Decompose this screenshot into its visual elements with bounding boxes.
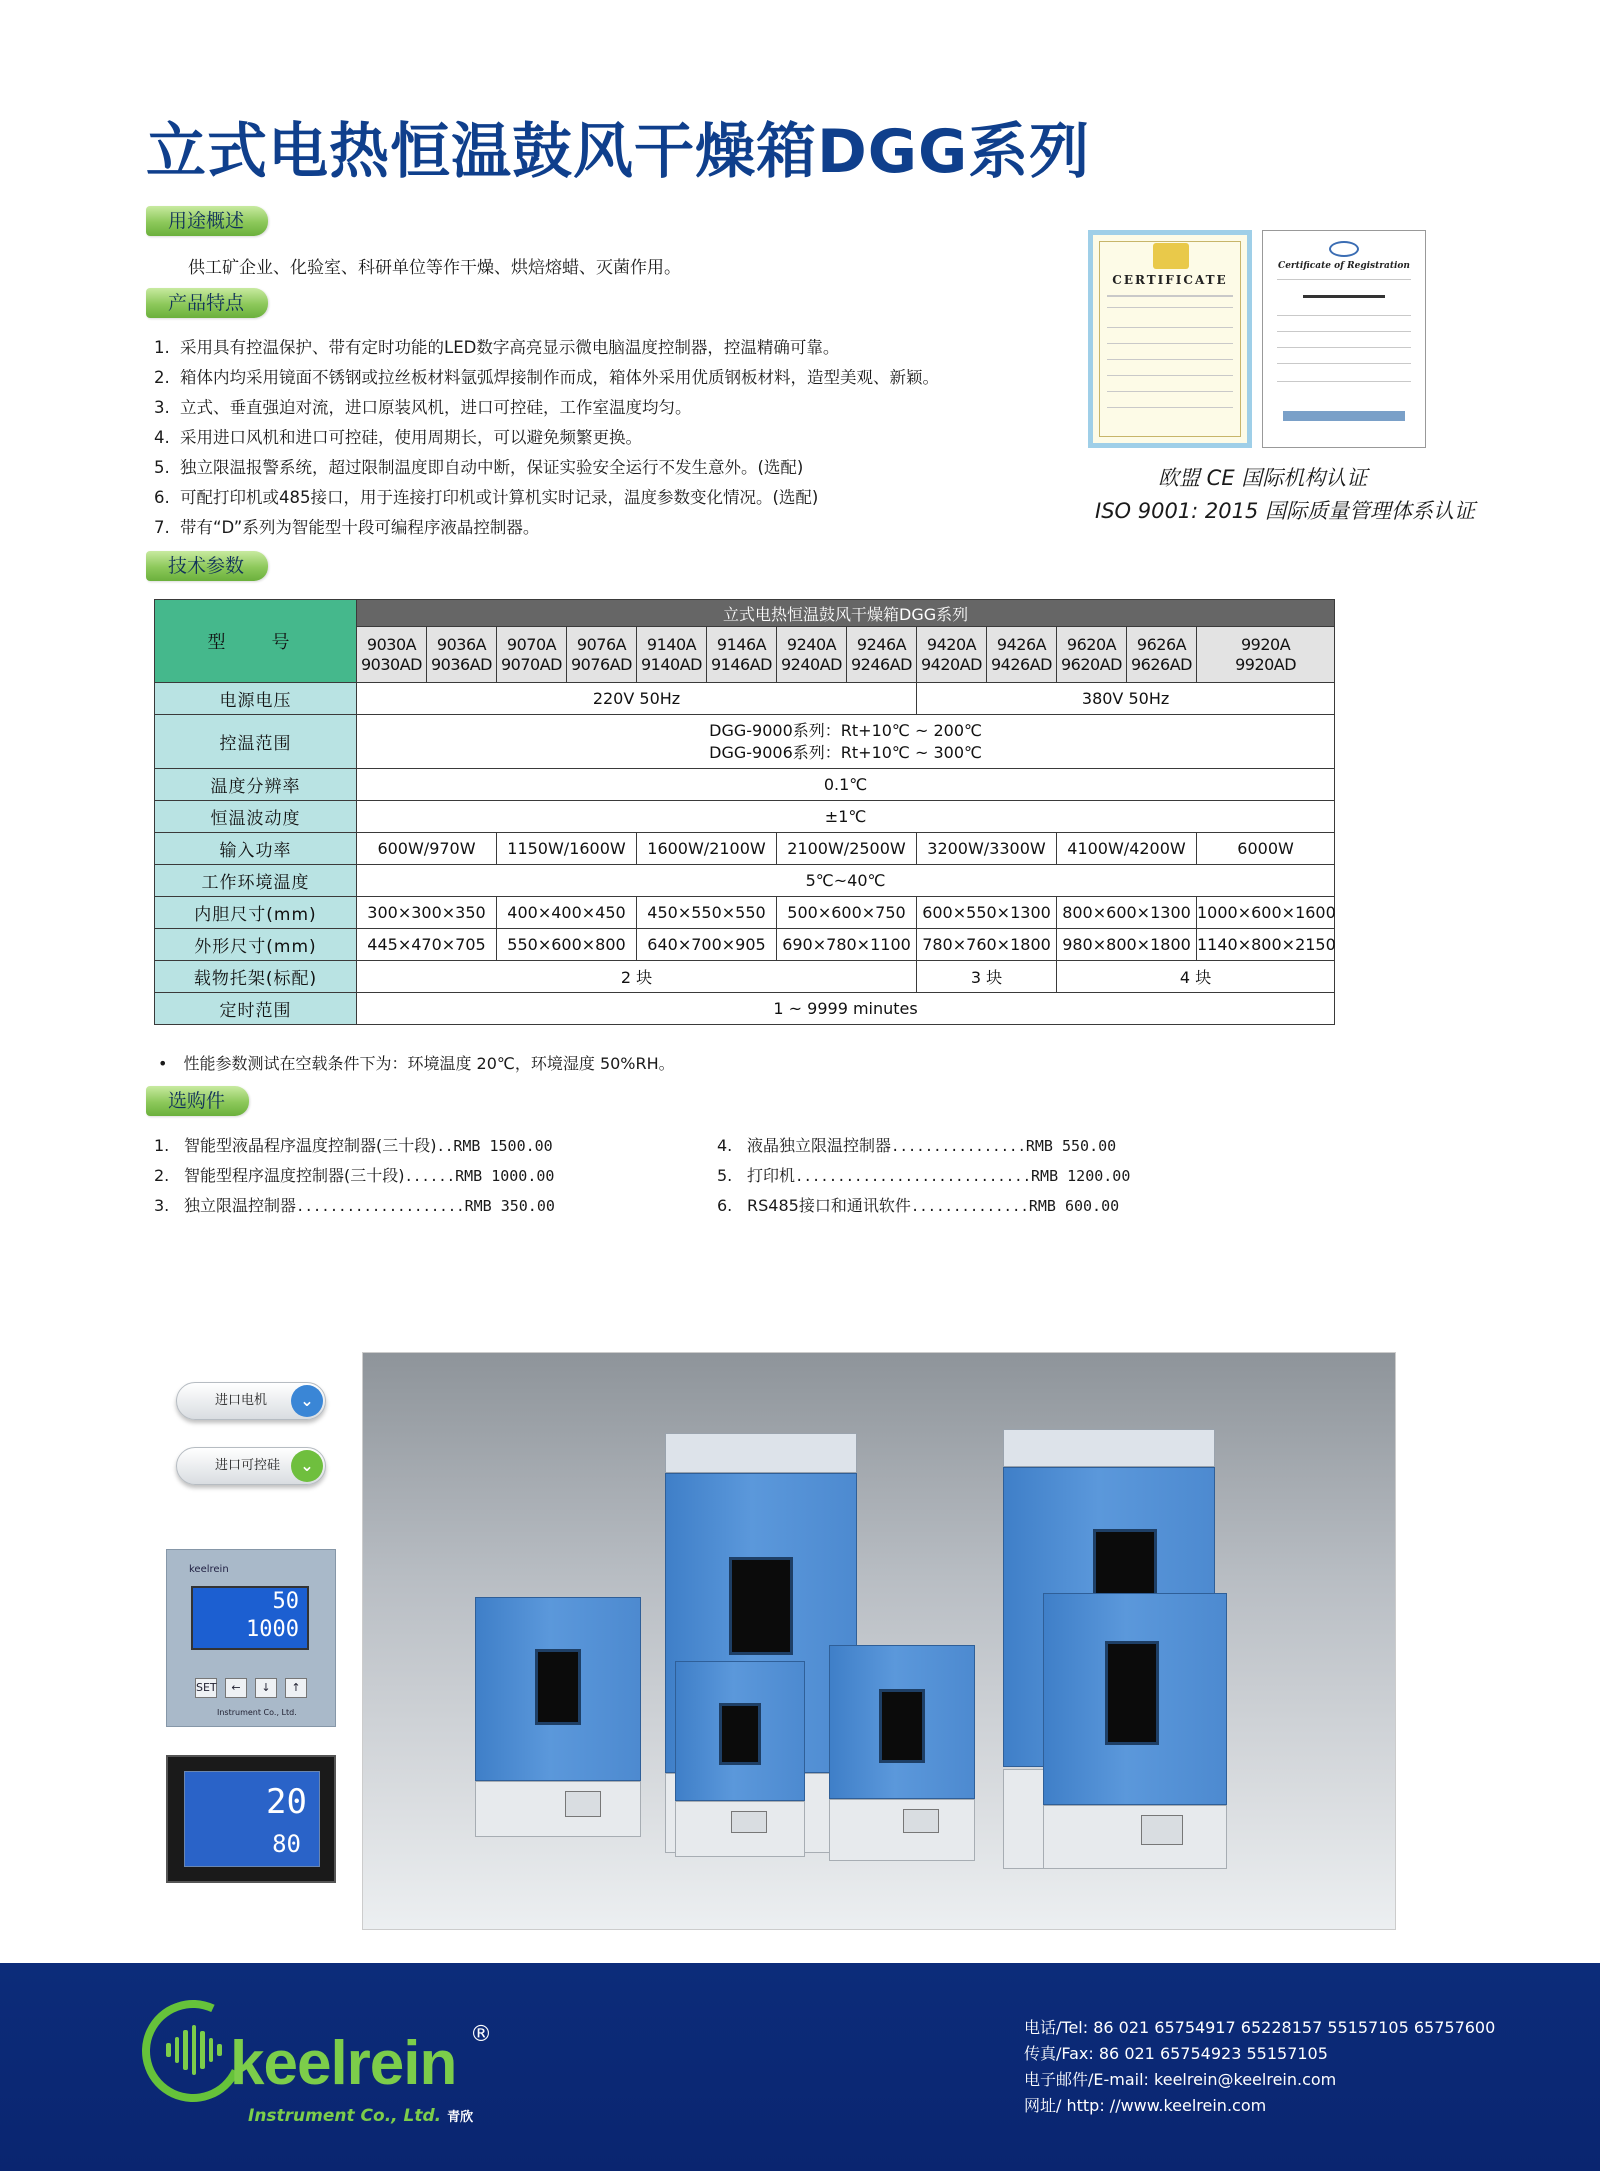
test-condition-note: • 性能参数测试在空载条件下为：环境温度 20℃，环境湿度 50%RH。 (158, 1054, 675, 1073)
table-cell: 300×300×350 (357, 897, 497, 929)
contact-phone: 电话/Tel: 86 021 65754917 65228157 55157105 65757600 (1024, 2018, 1496, 2037)
seal-icon (1153, 243, 1189, 269)
oven-cabinet-image (1043, 1593, 1227, 1869)
lcd-display: 20 80 (184, 1771, 320, 1867)
row-label: 外形尺寸(mm) (155, 929, 357, 961)
table-cell: 4 块 (1057, 961, 1335, 993)
table-row (155, 993, 1335, 1025)
table-cell: 220V 50Hz (357, 683, 917, 715)
row-label: 恒温波动度 (155, 801, 357, 833)
model-cell: 9140A 9140AD (637, 627, 707, 683)
list-item: 5. 打印机............................RMB 1200.00 (717, 1166, 1131, 1185)
table-cell: 500×600×750 (777, 897, 917, 929)
contact-email[interactable]: 电子邮件/E-mail: keelrein@keelrein.com (1024, 2070, 1337, 2089)
lcd-controller-image (166, 1755, 336, 1883)
up-key: ↑ (285, 1678, 307, 1698)
table-header: 立式电热恒温鼓风干燥箱DGG系列 (357, 600, 1335, 627)
oven-cabinet-image (475, 1597, 641, 1837)
list-item: 1. 智能型液晶程序温度控制器(三十段)..RMB 1500.00 (154, 1136, 553, 1155)
iso-certificate-image (1262, 230, 1426, 448)
table-cell: 450×550×550 (637, 897, 777, 929)
model-cell: 9030A 9030AD (357, 627, 427, 683)
cert1-heading: CERTIFICATE (1112, 273, 1228, 287)
company-subtitle: Instrument Co., Ltd. 青欣 (248, 2106, 474, 2126)
table-cell: 1 ~ 9999 minutes (357, 993, 1335, 1025)
feature-list (154, 333, 939, 543)
table-cell: 6000W (1197, 833, 1335, 865)
model-cell: 9076A 9076AD (567, 627, 637, 683)
spec-table (154, 599, 1335, 1025)
table-cell: 2100W/2500W (777, 833, 917, 865)
model-cell: 9146A 9146AD (707, 627, 777, 683)
oven-cabinet-image (829, 1645, 975, 1861)
table-cell: 980×800×1800 (1057, 929, 1197, 961)
iso-caption: ISO 9001: 2015 国际质量管理体系认证 (1095, 499, 1476, 523)
model-cell: 9240A 9240AD (777, 627, 847, 683)
table-cell: DGG-9000系列：Rt+10℃ ~ 200℃ DGG-9006系列：Rt+10℃ ~ 300℃ (357, 715, 1335, 769)
model-cell: 9920A 9920AD (1197, 627, 1335, 683)
table-row (155, 769, 1335, 801)
model-label: 型 号 (155, 600, 357, 683)
row-label: 控温范围 (155, 715, 357, 769)
list-item: 6. 可配打印机或485接口，用于连接打印机或计算机实时记录，温度参数变化情况。(选配) (154, 488, 819, 507)
table-cell: 690×780×1100 (777, 929, 917, 961)
list-item: 5. 独立限温报警系统，超过限制温度即自动中断，保证实验安全运行不发生意外。(选配) (154, 458, 804, 477)
table-cell: 4100W/4200W (1057, 833, 1197, 865)
table-cell: 2 块 (357, 961, 917, 993)
imported-fan-label: 进口电机 ⌄ (176, 1382, 326, 1420)
table-cell: 780×760×1800 (917, 929, 1057, 961)
list-item: 2. 箱体内均采用镜面不锈钢或拉丝板材料氩弧焊接制作而成，箱体外采用优质钢板材料，造型美观、新颖。 (154, 368, 939, 387)
controller-display: 50 1000 (191, 1586, 309, 1650)
table-row (155, 929, 1335, 961)
list-item: 3. 立式、垂直强迫对流，进口原装风机，进口可控硅，工作室温度均匀。 (154, 398, 692, 417)
table-cell: 550×600×800 (497, 929, 637, 961)
model-cell: 9036A 9036AD (427, 627, 497, 683)
ce-caption: 欧盟 CE 国际机构认证 (1158, 466, 1368, 490)
table-cell: 400×400×450 (497, 897, 637, 929)
down-key: ↓ (255, 1678, 277, 1698)
page-title: 立式电热恒温鼓风干燥箱DGG系列 (146, 117, 1091, 187)
list-item: 1. 采用具有控温保护、带有定时功能的LED数字高亮显示微电脑温度控制器，控温精确可靠。 (154, 338, 840, 357)
table-cell: 380V 50Hz (917, 683, 1335, 715)
row-label: 载物托架(标配) (155, 961, 357, 993)
table-row (155, 683, 1335, 715)
contact-info (1024, 2015, 1495, 2119)
table-row (155, 865, 1335, 897)
oven-cabinet-image (675, 1661, 805, 1857)
list-item: 4. 采用进口风机和进口可控硅，使用周期长，可以避免频繁更换。 (154, 428, 642, 447)
list-item: 2. 智能型程序温度控制器(三十段)......RMB 1000.00 (154, 1166, 555, 1185)
chevron-down-icon: ⌄ (291, 1385, 323, 1417)
table-cell: 800×600×1300 (1057, 897, 1197, 929)
section-tag-options: 选购件 (146, 1086, 249, 1116)
table-cell: 3200W/3300W (917, 833, 1057, 865)
table-cell: 1150W/1600W (497, 833, 637, 865)
left-key: ← (225, 1678, 247, 1698)
table-row (155, 801, 1335, 833)
company-logo: keelrein (230, 2029, 457, 2098)
contact-website[interactable]: 网址/ http: //www.keelrein.com (1024, 2096, 1267, 2115)
logo-waveform-icon (166, 2025, 222, 2075)
controller-panel-image: keelrein 50 1000 SET ← ↓ ↑ Instrument Co., Ltd. (166, 1549, 336, 1727)
model-cell: 9426A 9426AD (987, 627, 1057, 683)
table-cell: 600W/970W (357, 833, 497, 865)
table-row (155, 600, 1335, 627)
table-row (155, 897, 1335, 929)
model-cell: 9246A 9246AD (847, 627, 917, 683)
table-row (155, 715, 1335, 769)
table-cell: 1600W/2100W (637, 833, 777, 865)
certification-logo-icon (1329, 241, 1359, 257)
section-tag-specs: 技术参数 (146, 551, 268, 581)
model-cell: 9420A 9420AD (917, 627, 987, 683)
usage-text: 供工矿企业、化验室、科研单位等作干燥、烘焙熔蜡、灭菌作用。 (188, 258, 681, 278)
cert2-heading: Certificate of Registration (1278, 261, 1410, 271)
row-label: 内胆尺寸(mm) (155, 897, 357, 929)
table-cell: 640×700×905 (637, 929, 777, 961)
row-label: 温度分辨率 (155, 769, 357, 801)
table-cell: 445×470×705 (357, 929, 497, 961)
row-label: 工作环境温度 (155, 865, 357, 897)
list-item: 7. 带有“D”系列为智能型十段可编程序液晶控制器。 (154, 518, 540, 537)
ce-certificate-image (1088, 230, 1252, 448)
list-item: 4. 液晶独立限温控制器................RMB 550.00 (717, 1136, 1117, 1155)
options-list-right (717, 1131, 1130, 1221)
table-row (155, 833, 1335, 865)
table-cell: 600×550×1300 (917, 897, 1057, 929)
chevron-down-icon: ⌄ (291, 1450, 323, 1482)
product-photo (362, 1352, 1396, 1930)
model-cell: 9070A 9070AD (497, 627, 567, 683)
table-cell: ±1℃ (357, 801, 1335, 833)
table-cell: 0.1℃ (357, 769, 1335, 801)
table-cell: 1140×800×2150 (1197, 929, 1335, 961)
imported-scr-label: 进口可控硅 ⌄ (176, 1447, 326, 1485)
list-item: 3. 独立限温控制器....................RMB 350.00 (154, 1196, 555, 1215)
table-row (155, 961, 1335, 993)
contact-fax: 传真/Fax: 86 021 65754923 55157105 (1024, 2044, 1328, 2063)
registered-mark: ® (470, 2022, 492, 2047)
table-cell: 5℃~40℃ (357, 865, 1335, 897)
section-tag-features: 产品特点 (146, 288, 268, 318)
row-label: 输入功率 (155, 833, 357, 865)
list-item: 6. RS485接口和通讯软件..............RMB 600.00 (717, 1196, 1120, 1215)
set-key: SET (195, 1678, 217, 1698)
model-cell: 9620A 9620AD (1057, 627, 1127, 683)
options-list-left (154, 1131, 555, 1221)
model-cell: 9626A 9626AD (1127, 627, 1197, 683)
row-label: 定时范围 (155, 993, 357, 1025)
table-cell: 1000×600×1600 (1197, 897, 1335, 929)
row-label: 电源电压 (155, 683, 357, 715)
section-tag-usage: 用途概述 (146, 206, 268, 236)
table-cell: 3 块 (917, 961, 1057, 993)
